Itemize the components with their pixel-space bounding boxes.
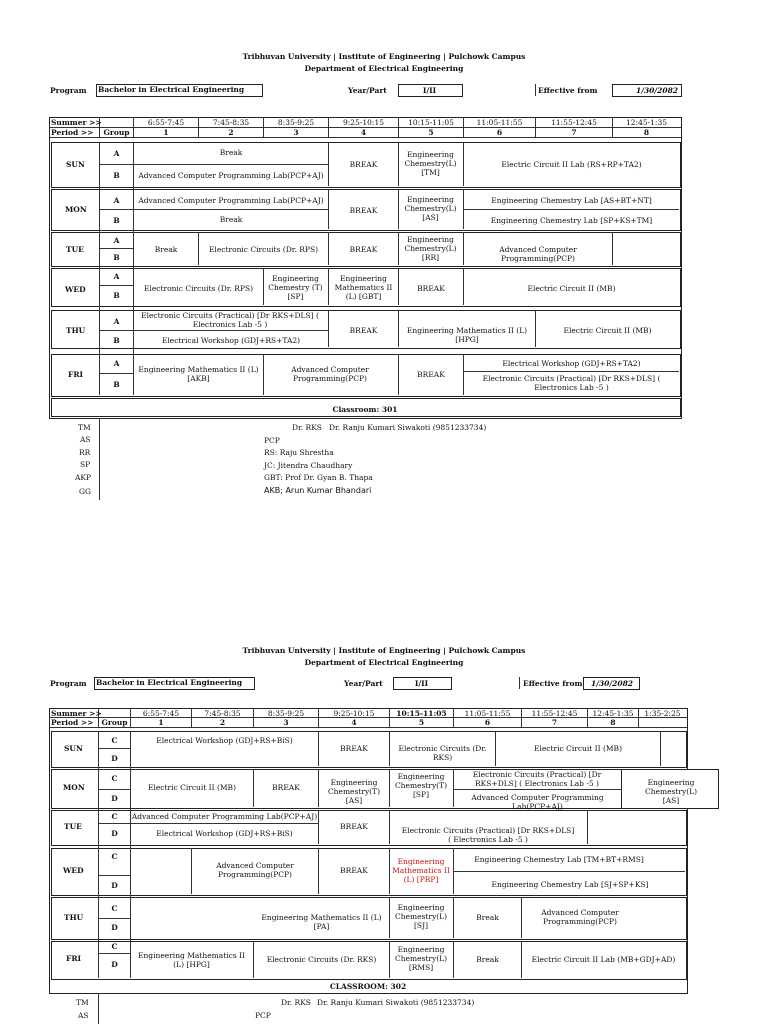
period-number: 3: [283, 718, 289, 727]
class-cell: Advanced Computer Programming Lab(PCP+AJ): [131, 812, 318, 821]
abbr-item: AS: [80, 435, 91, 444]
group-label: Group: [101, 718, 128, 727]
period-label: Period >>: [51, 128, 94, 137]
group-cell: D: [111, 881, 118, 890]
group-cell: B: [113, 253, 120, 262]
university-title: Tribhuvan University | Institute of Engineering | Pulchowk Campus: [242, 52, 526, 61]
class-cell: Break: [154, 245, 178, 254]
period-number: 4: [360, 128, 367, 137]
class-cell: Electric Circuit II (MB): [148, 783, 236, 792]
time-slot: 11:55-12:45: [551, 118, 597, 127]
class-cell: Break: [219, 215, 243, 224]
period-number: 7: [571, 128, 577, 137]
group-cell: D: [111, 794, 118, 803]
class-cell: BREAK: [417, 284, 445, 293]
time-slot: 11:05-11:55: [476, 118, 523, 127]
class-cell: Engineering Mathematics II (L) [HPG]: [138, 951, 245, 969]
effective-value: 1/30/2082: [636, 86, 679, 95]
yearpart-value: I/II: [414, 679, 429, 688]
teacher-code: Dr. RKS: [292, 423, 322, 432]
time-slot: 7:45-8:35: [204, 709, 241, 718]
class-cell: Engineering Chemestry(L) [TM]: [404, 150, 457, 177]
class-cell: BREAK: [349, 245, 378, 254]
period-label: Period >>: [51, 718, 94, 727]
day-label: FRI: [66, 954, 82, 963]
class-cell: Advanced Computer Programming(PCP): [291, 365, 369, 383]
period-number: 5: [428, 128, 434, 137]
program-value: Bachelor in Electrical Engineering: [96, 678, 243, 687]
teacher-name: Dr. Ranju Kumari Siwakoti (9851233734): [329, 423, 487, 432]
day-label: SUN: [64, 744, 83, 753]
class-cell: BREAK: [349, 326, 378, 335]
group-cell: A: [113, 149, 120, 158]
time-slot: 11:55-12:45: [531, 709, 578, 718]
class-cell: BREAK: [349, 206, 378, 215]
day-label: WED: [65, 285, 86, 294]
divider: [519, 677, 520, 689]
abbr-item: TM: [76, 998, 89, 1007]
class-cell: BREAK: [340, 822, 368, 831]
yearpart-label: Year/Part: [344, 679, 383, 688]
period-number: 2: [228, 128, 234, 137]
program-label: Program: [50, 86, 87, 95]
class-cell: Electric Circuit II (MB): [527, 284, 616, 293]
teacher-name: PCP: [264, 436, 280, 445]
class-cell: Engineering Chemestry Lab [SP+KS+TM]: [490, 216, 653, 225]
teacher-name: AKB; Arun Kumar Bhandari: [264, 486, 372, 495]
group-cell: D: [111, 923, 118, 932]
effective-value: 1/30/2082: [591, 679, 634, 688]
class-cell: Advanced Computer Programming(PCP): [499, 245, 577, 263]
class-cell: Electrical Workshop (GDJ+RS+BiS): [156, 736, 293, 745]
effective-label: Effective from: [538, 86, 598, 95]
abbr-item: GG: [79, 487, 91, 496]
time-slot: 10:15-11:05: [396, 709, 447, 718]
teacher-name: RS: Raju Shrestha: [264, 448, 334, 457]
group-cell: C: [111, 736, 118, 745]
class-cell: Electronic Circuits (Dr. RPS): [208, 245, 319, 254]
class-cell: Engineering Chemestry(L) [AS]: [404, 195, 457, 222]
day-label: WED: [63, 866, 84, 875]
classroom-label: Classroom: 301: [332, 405, 398, 414]
group-cell: D: [111, 829, 118, 838]
class-cell: BREAK: [272, 783, 300, 792]
class-cell: Advanced Computer Programming Lab(PCP+AJ): [471, 793, 604, 811]
class-cell: Electrical Workshop (GDJ+RS+TA2): [502, 359, 641, 368]
group-cell: A: [113, 196, 120, 205]
abbr-item: RR: [79, 448, 91, 457]
class-cell: Electrical Workshop (GDJ+RS+BiS): [156, 829, 293, 838]
program-label: Program: [50, 679, 87, 688]
class-cell: Electrical Workshop (GDJ+RS+TA2): [161, 336, 301, 345]
time-slot: 10:15-11:05: [408, 118, 454, 127]
class-cell: Engineering Chemestry(T) [SP]: [394, 772, 448, 799]
period-number: 4: [351, 718, 357, 727]
group-cell: A: [113, 359, 120, 368]
department-title: Department of Electrical Engineering: [304, 64, 464, 73]
class-cell: Engineering Chemestry(L) [AS]: [644, 778, 698, 805]
university-title: Tribhuvan University | Institute of Engineering | Pulchowk Campus: [242, 646, 526, 655]
time-slot: 1:35-2:25: [644, 709, 681, 718]
class-cell: Electronic Circuits (Dr. RKS): [266, 955, 377, 964]
class-cell: Break: [476, 955, 499, 964]
teacher-code: Dr. RKS: [281, 998, 311, 1007]
group-cell: A: [113, 272, 120, 281]
class-cell: Engineering Chemestry(L) [RR]: [404, 235, 457, 262]
group-cell: B: [113, 291, 120, 300]
period-number: 3: [293, 128, 299, 137]
time-slot: 12:45-1:35: [592, 709, 634, 718]
time-slot: 8:35-9:25: [267, 709, 305, 718]
time-slot: 8:35-9:25: [277, 118, 315, 127]
class-cell: Electronic Circuits (Practical) [Dr RKS+DLS] ( Electronics Lab -5 ): [401, 826, 575, 844]
day-label: TUE: [64, 822, 82, 831]
class-cell: Advanced Computer Programming Lab(PCP+AJ): [138, 171, 324, 180]
period-number: 1: [163, 128, 169, 137]
time-slot: 6:55-7:45: [142, 709, 180, 718]
group-cell: C: [111, 904, 118, 913]
time-slot: 9:25-10:15: [333, 709, 375, 718]
period-number: 6: [496, 128, 503, 137]
group-cell: A: [113, 317, 120, 326]
group-cell: D: [111, 754, 118, 763]
class-cell: Advanced Computer Programming(PCP): [541, 908, 619, 926]
time-slot: 9:25-10:15: [343, 118, 384, 127]
time-slot: 12:45-1:35: [626, 118, 667, 127]
class-cell: Electronic Circuits (Practical) [Dr RKS+DLS] ( Electronics Lab -5 ): [141, 311, 319, 329]
class-cell: BREAK: [417, 370, 445, 379]
day-label: FRI: [68, 370, 84, 379]
class-cell: Electronic Circuits (Dr. RKS): [398, 744, 487, 762]
class-cell: Advanced Computer Programming(PCP): [216, 861, 294, 879]
class-cell: BREAK: [349, 160, 378, 169]
period-number: 8: [643, 128, 650, 137]
class-cell: BREAK: [340, 866, 368, 875]
group-cell: A: [113, 236, 120, 245]
class-cell: Break: [219, 148, 243, 157]
summer-label: Summer >>: [51, 709, 102, 718]
time-slot: 11:05-11:55: [464, 709, 511, 718]
class-cell: Electric Circuit II (MB): [563, 326, 652, 335]
class-cell: Engineering Chemestry Lab [AS+BT+NT]: [491, 196, 652, 205]
class-cell: Electronic Circuits (Practical) [Dr RKS+DLS] ( Electronics Lab -5 ): [472, 770, 602, 788]
group-cell: C: [111, 942, 118, 951]
day-label: THU: [66, 326, 86, 335]
group-cell: C: [111, 812, 118, 821]
class-cell: Electronic Circuits (Practical) [Dr RKS+DLS] ( Electronics Lab -5 ): [482, 374, 661, 392]
group-cell: B: [113, 171, 120, 180]
period-number: 2: [219, 718, 226, 727]
yearpart-value: I/II: [422, 86, 437, 95]
class-cell: Electronic Circuits (Dr. RPS): [143, 284, 254, 293]
group-cell: B: [113, 216, 120, 225]
group-label: Group: [103, 128, 130, 137]
class-cell: Electric Circuit II (MB): [534, 744, 622, 753]
teacher-name: GBT: Prof Dr. Gyan B. Thapa: [264, 473, 373, 482]
class-cell: Engineering Chemestry(T) [AS]: [327, 778, 381, 805]
day-label: MON: [65, 205, 87, 214]
day-label: SUN: [66, 160, 85, 169]
group-cell: C: [111, 852, 118, 861]
class-cell: Electric Circuit II Lab (MB+GDJ+AD): [531, 955, 676, 964]
class-cell: Engineering Mathematics II (L) [PRP]: [392, 857, 450, 884]
period-number: 1: [158, 718, 164, 727]
abbr-item: TM: [78, 423, 91, 432]
class-cell: Engineering Chemestry Lab [SJ+SP+KS]: [491, 880, 649, 889]
class-cell: Engineering Mathematics II (L) [HPG]: [406, 326, 528, 344]
effective-label: Effective from: [523, 679, 583, 688]
teacher-name: PCP: [255, 1011, 271, 1020]
summer-label: Summer >>: [51, 118, 102, 127]
period-number: 6: [484, 718, 491, 727]
group-cell: D: [111, 960, 118, 969]
time-slot: 6:55-7:45: [147, 118, 185, 127]
group-cell: B: [113, 336, 120, 345]
class-cell: Engineering Chemestry Lab [TM+BT+RMS]: [474, 855, 644, 864]
abbr-item: AKP: [75, 473, 92, 482]
abbr-item: SP: [80, 460, 91, 469]
department-title: Department of Electrical Engineering: [304, 658, 464, 667]
period-number: 5: [418, 718, 425, 727]
time-slot: 7:45-8:35: [212, 118, 250, 127]
group-cell: B: [113, 380, 120, 389]
period-number: 8: [610, 718, 616, 727]
class-cell: Engineering Mathematics II (L) [PA]: [261, 913, 382, 931]
class-cell: BREAK: [340, 744, 368, 753]
class-cell: Advanced Computer Programming Lab(PCP+AJ): [138, 196, 324, 205]
day-label: TUE: [66, 245, 84, 254]
class-cell: Electric Circuit II Lab (RS+RP+TA2): [501, 160, 642, 169]
program-value: Bachelor in Electrical Engineering: [98, 85, 245, 94]
classroom-label: CLASSROOM: 302: [329, 982, 407, 991]
class-cell: Engineering Mathematics II (L) [AKB]: [138, 365, 259, 383]
group-cell: C: [111, 774, 118, 783]
day-label: THU: [64, 913, 84, 922]
abbr-item: AS: [78, 1011, 89, 1020]
class-cell: Engineering Chemestry(L) [SJ]: [394, 903, 448, 930]
divider: [535, 84, 536, 96]
class-cell: Break: [476, 913, 499, 922]
class-cell: Engineering Chemestry (T) [SP]: [268, 274, 323, 301]
yearpart-label: Year/Part: [348, 86, 387, 95]
period-number: 7: [551, 718, 558, 727]
teacher-name: JC: Jitendra Chaudhary: [264, 461, 353, 470]
class-cell: Engineering Mathematics II (L) [GBT]: [334, 274, 393, 301]
class-cell: Engineering Chemestry(L) [RMS]: [394, 945, 448, 972]
teacher-name: Dr. Ranju Kumari Siwakoti (9851233734): [317, 998, 475, 1007]
day-label: MON: [63, 783, 85, 792]
